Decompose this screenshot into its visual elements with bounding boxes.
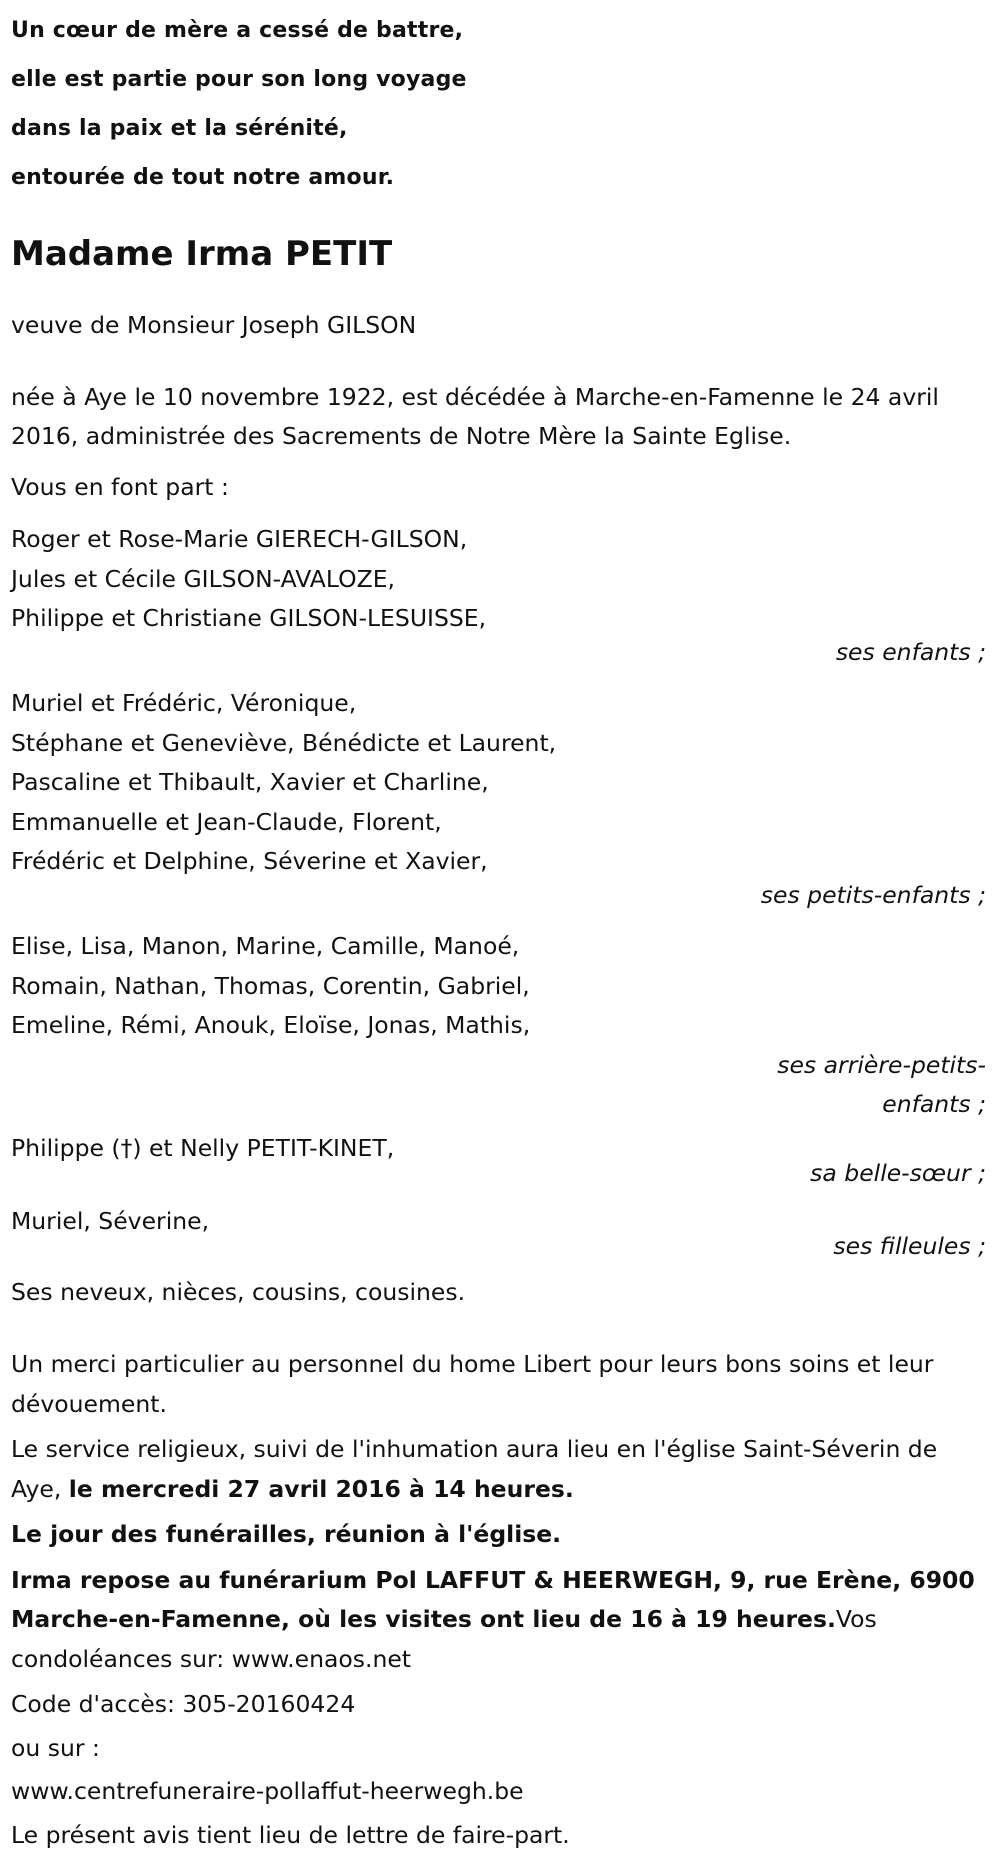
role-label: sa belle-sœur ;: [810, 1159, 986, 1187]
intro-line: dans la paix et la sérénité,: [11, 116, 348, 141]
family-line: Romain, Nathan, Thomas, Corentin, Gabriel,: [11, 971, 530, 1000]
role-label-text: ses arrière-petits-enfants ;: [777, 1050, 986, 1118]
service-text: Le service religieux, suivi de l'inhumation aura lieu en l'église Saint-Séverin de Aye,: [11, 1435, 938, 1503]
deceased-name: Madame Irma PETIT: [11, 234, 393, 274]
relatives: Ses neveux, nièces, cousins, cousines.: [11, 1277, 466, 1306]
condolences: Vos condoléances sur: www.enaos.net: [11, 1605, 877, 1673]
family-line: Muriel et Frédéric, Véronique,: [11, 689, 357, 717]
announce-label: Vous en font part :: [11, 472, 229, 501]
widow-of: veuve de Monsieur Joseph GILSON: [11, 311, 417, 339]
or-on: ou sur :: [11, 1733, 100, 1762]
family-line: Muriel, Séverine,: [11, 1206, 210, 1235]
meeting-note: Le jour des funérailles, réunion à l'église.: [11, 1520, 562, 1548]
website: www.centrefuneraire-pollaffut-heerwegh.be: [11, 1777, 524, 1805]
family-line: Jules et Cécile GILSON-AVALOZE,: [11, 564, 396, 593]
family-line: Roger et Rose-Marie GIERECH-GILSON,: [11, 525, 468, 553]
intro-line: entourée de tout notre amour.: [11, 165, 395, 190]
family-line: Philippe et Christiane GILSON-LESUISSE,: [11, 604, 487, 632]
role-label: ses petits-enfants ;: [760, 880, 986, 909]
family-line: Frédéric et Delphine, Séverine et Xavier,: [11, 847, 488, 875]
family-line: Emmanuelle et Jean-Claude, Florent,: [11, 807, 442, 836]
family-line: Elise, Lisa, Manon, Marine, Camille, Manoé,: [11, 932, 520, 960]
family-line: Stéphane et Geneviève, Bénédicte et Laurent,: [11, 728, 557, 757]
children-group: [11, 520, 986, 672]
grandchildren-group: [11, 684, 986, 915]
rest-info: [11, 1561, 986, 1680]
family-line: Emeline, Rémi, Anouk, Eloïse, Jonas, Mathis,: [11, 1011, 531, 1039]
birth-death-details: née à Aye le 10 novembre 1922, est décédée à Marche-en-Famenne le 24 avril 2016, administrée des Sacrements de Notre Mère la Sainte Eglise.: [11, 382, 939, 450]
great-grandchildren-group: [11, 927, 986, 1125]
funeral-service: [11, 1430, 986, 1509]
role-label: [11, 1046, 986, 1125]
thanks: Un merci particulier au personnel du home Libert pour leurs bons soins et leur dévouement.: [11, 1350, 934, 1418]
family-line: Philippe (†) et Nelly PETIT-KINET,: [11, 1133, 395, 1162]
family-line: Pascaline et Thibault, Xavier et Charline,: [11, 768, 489, 796]
access-code: Code d'accès: 305-20160424: [11, 1690, 356, 1718]
funeral-home: Irma repose au funérarium Pol LAFFUT & HEERWEGH, 9, rue Erène, 6900 Marche-en-Famenne, où les visites ont lieu de 16 à 19 heures.: [11, 1565, 975, 1633]
intro-verse: [11, 6, 1000, 202]
intro-line: elle est partie pour son long voyage: [11, 67, 467, 92]
role-label: ses filleules ;: [833, 1232, 986, 1260]
role-label: ses enfants ;: [835, 637, 986, 666]
closing-note: Le présent avis tient lieu de lettre de faire-part.: [11, 1820, 570, 1849]
goddaughters-group: [11, 1202, 986, 1267]
service-date: le mercredi 27 avril 2016 à 14 heures.: [68, 1474, 574, 1503]
sister-in-law-group: [11, 1129, 986, 1194]
intro-line: Un cœur de mère a cessé de battre,: [11, 18, 464, 43]
